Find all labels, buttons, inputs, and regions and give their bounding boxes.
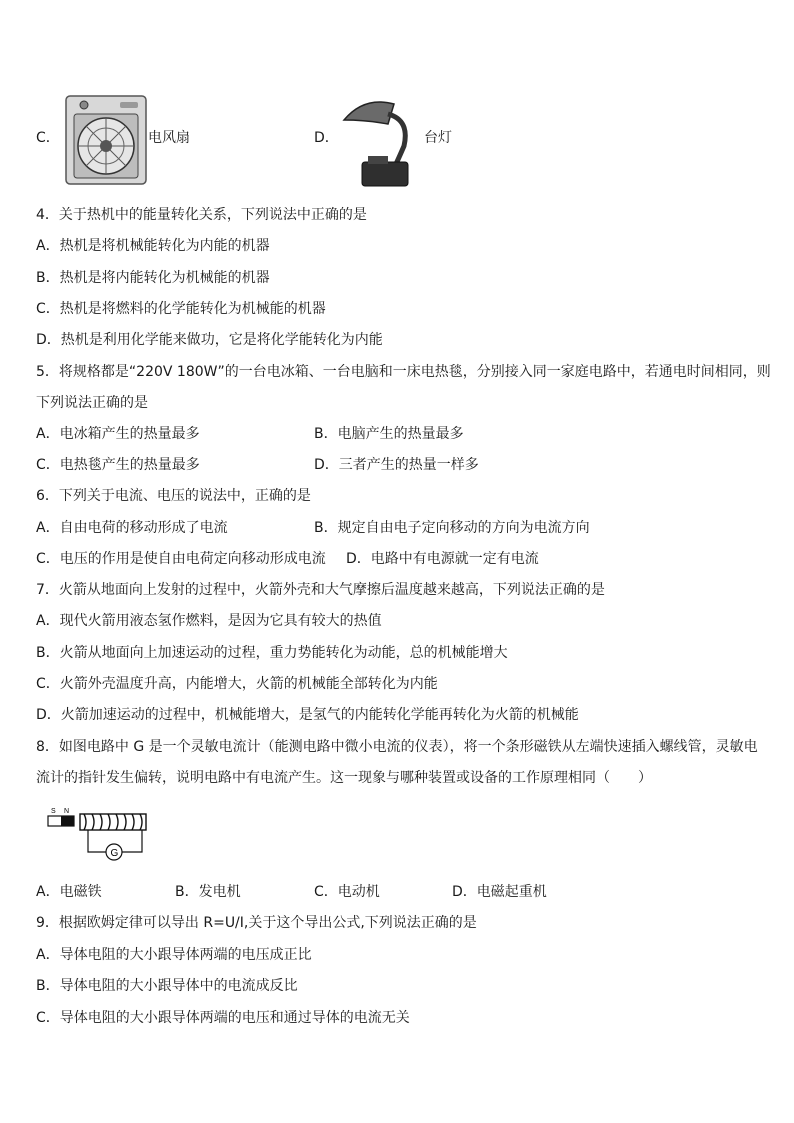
q5-option-a: A．电冰箱产生的热量最多: [36, 426, 200, 442]
solenoid-coil: [80, 814, 146, 830]
magnet-n-label: N: [64, 808, 70, 815]
q5-stem-line2: 下列说法正确的是: [36, 395, 148, 411]
q5-option-c: C．电热毯产生的热量最多: [36, 457, 200, 473]
q3-option-d-letter: D．: [314, 130, 339, 146]
q8-stem-line1: 8．如图电路中 G 是一个灵敏电流计（能测电路中微小电流的仪表），将一个条形磁铁从左端快速插入螺线管，灵敏电: [36, 739, 758, 755]
q8-option-c: C．电动机: [314, 884, 380, 900]
q9-option-c: C．导体电阻的大小跟导体两端的电压和通过导体的电流无关: [36, 1010, 410, 1026]
bar-magnet: [48, 808, 74, 826]
q3-option-d-text: 台灯: [424, 130, 452, 146]
q4-option-a: A．热机是将机械能转化为内能的机器: [36, 238, 270, 254]
q8-option-a: A．电磁铁: [36, 884, 102, 900]
galvanometer-symbol: [106, 844, 122, 860]
q7-option-d: D．火箭加速运动的过程中，机械能增大，是氢气的内能转化学能再转化为火箭的机械能: [36, 707, 579, 723]
q3-option-c-letter: C．: [36, 130, 60, 146]
q9-stem: 9．根据欧姆定律可以导出 R=U/I,关于这个导出公式,下列说法正确的是: [36, 915, 477, 931]
q4-stem: 4．关于热机中的能量转化关系，下列说法中正确的是: [36, 207, 367, 223]
q5-stem-line1: 5．将规格都是“220V 180W”的一台电冰箱、一台电脑和一床电热毯，分别接入同一家庭电路中，若通电时间相同，则: [36, 364, 771, 380]
q5-option-d: D．三者产生的热量一样多: [314, 457, 479, 473]
q7-option-a: A．现代火箭用液态氢作燃料，是因为它具有较大的热值: [36, 613, 382, 629]
q6-option-c: C．电压的作用是使自由电荷定向移动形成电流: [36, 551, 326, 567]
q6-stem: 6．下列关于电流、电压的说法中，正确的是: [36, 488, 311, 504]
desk-lamp-image: [334, 90, 420, 190]
induction-circuit-diagram: [46, 804, 156, 864]
q4-option-d: D．热机是利用化学能来做功，它是将化学能转化为内能: [36, 332, 383, 348]
q8-option-b: B．发电机: [175, 884, 241, 900]
galvanometer-label: G: [110, 848, 119, 859]
q3-option-c-text: 电风扇: [148, 130, 190, 146]
electric-fan-image: [64, 94, 148, 186]
q7-option-c: C．火箭外壳温度升高，内能增大，火箭的机械能全部转化为内能: [36, 676, 438, 692]
q4-option-c: C．热机是将燃料的化学能转化为机械能的机器: [36, 301, 326, 317]
q4-option-b: B．热机是将内能转化为机械能的机器: [36, 270, 270, 286]
q6-option-a: A．自由电荷的移动形成了电流: [36, 520, 228, 536]
q9-option-a: A．导体电阻的大小跟导体两端的电压成正比: [36, 947, 312, 963]
magnet-s-label: S: [51, 808, 56, 815]
q5-option-b: B．电脑产生的热量最多: [314, 426, 464, 442]
q8-option-d: D．电磁起重机: [452, 884, 547, 900]
q6-option-d: D．电路中有电源就一定有电流: [346, 551, 539, 567]
q7-stem: 7．火箭从地面向上发射的过程中，火箭外壳和大气摩擦后温度越来越高，下列说法正确的是: [36, 582, 605, 598]
q8-stem-line2: 流计的指针发生偏转，说明电路中有电流产生。这一现象与哪种装置或设备的工作原理相同（ ）: [36, 770, 652, 786]
q9-option-b: B．导体电阻的大小跟导体中的电流成反比: [36, 978, 298, 994]
q6-option-b: B．规定自由电子定向移动的方向为电流方向: [314, 520, 590, 536]
q7-option-b: B．火箭从地面向上加速运动的过程，重力势能转化为动能，总的机械能增大: [36, 645, 508, 661]
